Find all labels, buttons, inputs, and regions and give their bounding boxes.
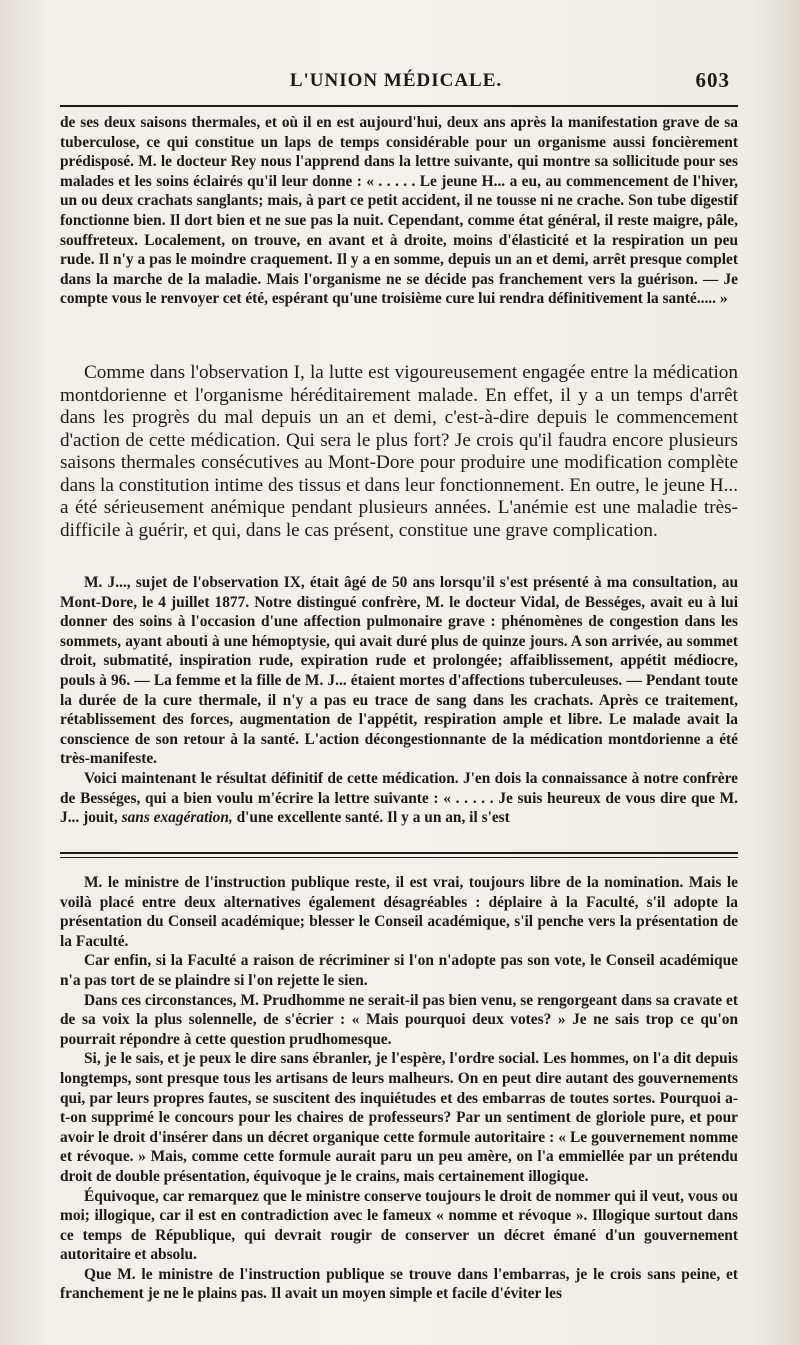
paragraph-ordre-social: Si, je le sais, et je peux le dire sans ébranler, je l'espère, l'ordre social. Les hommes, on l'a dit depuis longtemps, sont presque tous les artisans de leurs malheurs. On en peut dire autant des gouvernements qui, par leurs propres fautes, se suscitent des inquiétudes et des embarras de toutes sortes. Pourquoi a-t-on supprimé le concours pour les chaires de professeurs? Par un sentiment de gloriole pure, et pour avoir le droit d'insérer dans un décret organique cette formule autoritaire : « Le gouvernement nomme et révoque. » Mais, comme cette formule aurait paru un peu amère, on l'a emmiellée par un prétendu droit de double présentation, équivoque je le crains, mais certainement illogique. [60,1050,738,1185]
paragraph-observation-ix: M. J..., sujet de l'observation IX, était âgé de 50 ans lorsqu'il s'est présenté à ma consultation, au Mont-Dore, le 4 juillet 1877. Notre distingué confrère, M. le docteur Vidal, de Bességes, avait eu à lui donner des soins à l'occasion d'une affection pulmonaire grave : phénomènes de congestion dans les sommets, ayant abouti à une hémoptysie, qui avait duré plus de quinze jours. A son arrivée, au sommet droit, submatité, inspiration rude, expiration rude et prolongée; affaiblissement, appétit médiocre, pouls à 96. — La femme et la fille de M. J... étaient mortes d'affections tuberculeuses. — Pendant toute la durée de la cure thermale, il n'y a pas eu trace de sang dans les crachats. Après ce traitement, rétablissement des forces, augmentation de l'appétit, respiration ample et libre. Le malade avait la conscience de son retour à la santé. L'action décongestionnante de la médication montdorienne a été très-manifeste. [60,574,738,768]
result-text-italic: sans exagération, [121,809,233,827]
paragraph-commentary: Comme dans l'observation I, la lutte est vigoureusement engagée entre la médication montdorienne et l'organisme héréditairement malade. En effet, il y a un temps d'arrêt dans les progrès du mal depuis un an et demi, c'est-à-dire depuis le commencement d'action de cette médication. Qui sera le plus fort? Je crois qu'il faudra encore plusieurs saisons thermales consécutives au Mont-Dore pour produire une modification complète dans la constitution intime des tissus et dans leur fonctionnement. En outre, le jeune H... a été sérieusement anémique pendant plusieurs années. L'anémie est une maladie très-difficile à guérir, et qui, dans le cas présent, constitue une grave complication. [60,362,738,541]
result-text-end: d'une excellente santé. Il y a un an, il s'est [232,809,510,827]
section-observation-ix [60,573,738,828]
running-title: L'UNION MÉDICALE. [289,70,503,91]
header-rule [60,105,738,107]
feuilleton-rule-top [60,852,738,854]
page-number: 603 [695,68,730,92]
result-text-start: Voici maintenant le résultat définitif de cette médication. J'en dois la connaissance à notre confrère de Bességes, qui a bien voulu m'écrire la lettre suivante : « . . . . . Je suis heureux de vous dire que M. J... jouit, [60,769,738,827]
paragraph-equivoque: Équivoque, car remarquez que le ministre conserve toujours le droit de nommer qui il veut, vous ou moi; illogique, car il est en contradiction avec le fameux « nomme et révoque ». Illogique surtout dans ce temps de République, qui devrait rougir de conserver un décret émané d'un gouvernement autoritaire et absolu. [60,1187,738,1264]
page-header [60,70,732,98]
paragraph-faculte: Car enfin, si la Faculté a raison de récriminer si l'on n'adopte pas son vote, le Conseil académique n'a pas tort de se plaindre si l'on rejette le sien. [60,952,738,989]
paragraph-ministre: M. le ministre de l'instruction publique reste, il est vrai, toujours libre de la nomination. Mais le voilà placé entre deux alternatives également désagréables : déplaire à la Faculté, s'il adopte la présentation du Conseil académique; blesser le Conseil académique, s'il penche vers la présentation de la Faculté. [60,874,738,950]
section-commentary [60,362,738,542]
section-feuilleton [60,873,738,1304]
paragraph-result [60,769,738,828]
feuilleton-rule-bottom [60,857,738,858]
paragraph-prudhomme: Dans ces circonstances, M. Prudhomme ne serait-il pas bien venu, se rengorgeant dans sa cravate et de sa voix la plus solennelle, de s'écrier : « Mais pourquoi deux votes? » Je ne sais trop ce qu'on pourrait répondre à cette question prudhomesque. [60,991,738,1048]
section-continuation [60,113,738,309]
paragraph-embarras: Que M. le ministre de l'instruction publique se trouve dans l'embarras, je le crois sans peine, et franchement je ne le plains pas. Il avait un moyen simple et facile d'éviter les [60,1265,738,1303]
paragraph-observation-h: de ses deux saisons thermales, et où il en est aujourd'hui, deux ans après la manifestation grave de sa tuberculose, ce qui constitue un laps de temps considérable pour un organisme aussi foncièrement prédisposé. M. le docteur Rey nous l'apprend dans la lettre suivante, qui montre sa sollicitude pour ses malades et les soins éclairés qu'il leur donne : « . . . . . Le jeune H... a eu, au commencement de l'hiver, un ou deux crachats sanglants; mais, à part ce petit accident, il ne tousse ni ne crache. Son tube digestif fonctionne bien. Il dort bien et ne sue pas la nuit. Cependant, comme état général, il reste maigre, pâle, souffreteux. Localement, on trouve, en avant et à droite, moins d'élasticité et la respiration un peu rude. Il n'y a pas le moindre craquement. Il y a en somme, depuis un an et demi, arrêt presque complet dans la marche de la maladie. Mais l'organisme ne se décide pas franchement vers la guérison. — Je compte vous le renvoyer cet été, espérant qu'une troisième cure lui rendra définitivement la santé..... » [60,114,738,308]
